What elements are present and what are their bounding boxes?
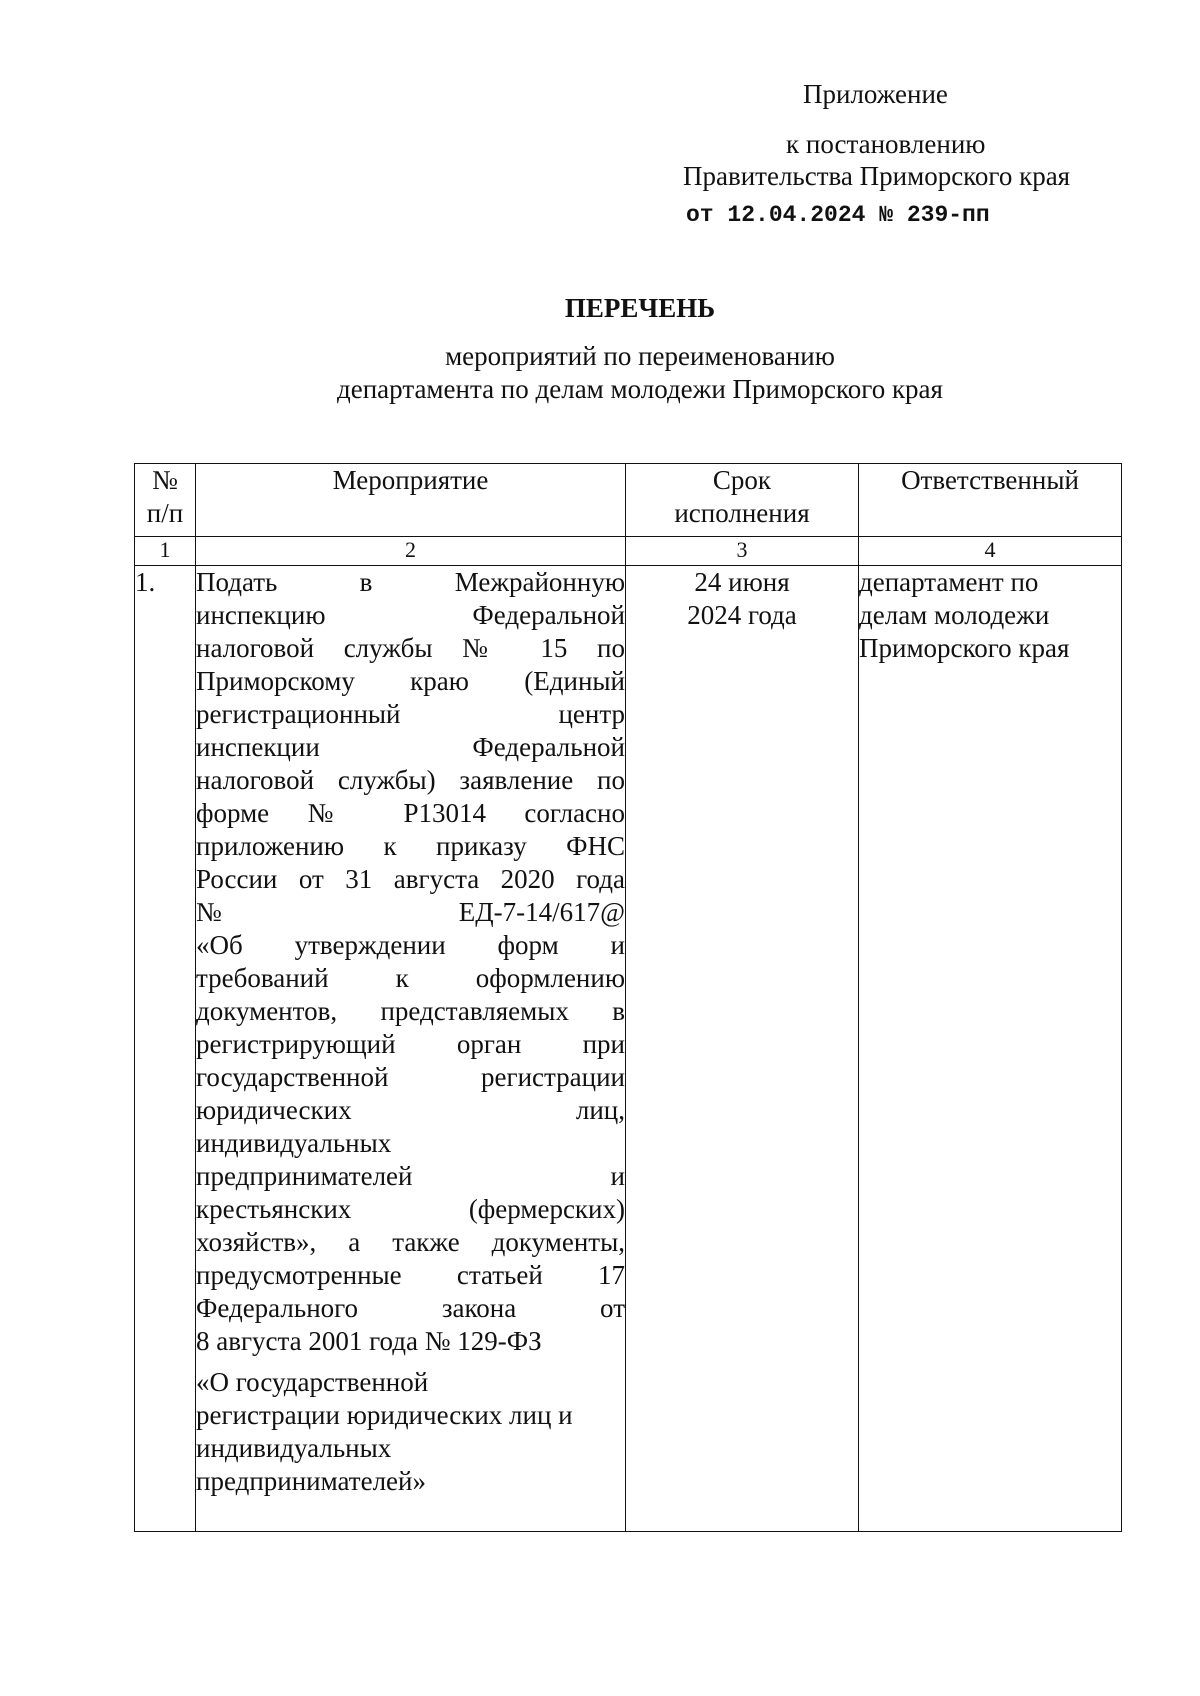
appendix-reference-line: к постановлению (786, 129, 986, 159)
measure-line: предпринимателей» (196, 1466, 426, 1496)
subtitle-line: департамента по делам молодежи Приморского края (337, 374, 943, 404)
measure-line: Федерального закона от (196, 1293, 625, 1323)
column-number: 2 (196, 537, 626, 566)
responsible-line: делам молодежи (859, 600, 1050, 630)
measure-line: инспекцию Федеральной (196, 600, 625, 630)
measure-line: предпринимателей и (196, 1161, 625, 1191)
measure-line: регистрационный центр (196, 699, 625, 729)
measure-line: России от 31 августа 2020 года (196, 864, 625, 894)
subtitle-line: мероприятий по переименованию (445, 341, 835, 371)
measure-line: государственной регистрации (196, 1062, 625, 1092)
paragraph-gap (196, 1358, 625, 1366)
header-number-line: № (152, 465, 178, 495)
measure-line: индивидуальных (196, 1433, 392, 1463)
document-title: ПЕРЕЧЕНЬ (564, 293, 716, 323)
measure-line: крестьянских (фермерских) (196, 1194, 625, 1224)
measure-line: юридических лиц, (196, 1095, 625, 1125)
measure-line: приложению к приказу ФНС (196, 831, 625, 861)
measure-line: налоговой службы) заявление по (196, 765, 625, 795)
measure-line: инспекции Федеральной (196, 732, 625, 762)
header-deadline (626, 464, 859, 537)
table-header-row (135, 464, 1122, 537)
measure-line: 8 августа 2001 года № 129-ФЗ (196, 1326, 542, 1356)
header-number (135, 464, 196, 537)
column-number: 3 (626, 537, 859, 566)
measure-cell (196, 566, 626, 1532)
measure-line: форме № Р13014 согласно (196, 798, 625, 828)
measure-line: документов, представляемых в (196, 996, 625, 1026)
header-measure: Мероприятие (196, 464, 626, 537)
header-deadline-line: Срок (712, 465, 772, 495)
document-subtitle (0, 340, 1200, 406)
deadline-cell (626, 566, 859, 1532)
measure-line: хозяйств», а также документы, (196, 1227, 625, 1257)
header-number-line: п/п (146, 498, 184, 528)
deadline-line: 2024 года (687, 600, 797, 630)
measure-line: индивидуальных (196, 1128, 392, 1158)
row-number: 1. (135, 566, 196, 1532)
responsible-line: департамент по (859, 567, 1039, 597)
header-responsible: Ответственный (859, 464, 1122, 537)
measure-line: предусмотренные статьей 17 (196, 1260, 625, 1290)
column-number: 4 (859, 537, 1122, 566)
measure-line: Приморскому краю (Единый (196, 666, 625, 696)
measure-line: требований к оформлению (196, 963, 625, 993)
deadline-line: 24 июня (694, 567, 790, 597)
measure-line: регистрации юридических лиц и (196, 1400, 573, 1430)
header-deadline-line: исполнения (674, 498, 810, 528)
table-row (135, 566, 1122, 1532)
measure-line: «Об утверждении форм и (196, 930, 625, 960)
column-number: 1 (135, 537, 196, 566)
measure-line: № ЕД-7-14/617@ (196, 897, 625, 927)
responsible-cell (859, 566, 1122, 1532)
measures-table (134, 463, 1122, 1532)
measure-line: регистрирующий орган при (196, 1029, 625, 1059)
measure-line: налоговой службы № 15 по (196, 633, 625, 663)
column-number-row (135, 537, 1122, 566)
measure-line: Подать в Межрайонную (196, 567, 625, 597)
appendix-authority-line: Правительства Приморского края (683, 161, 1071, 191)
decree-reference-stamp: от 12.04.2024 № 239-пп (686, 202, 990, 228)
measure-line: «О государственной (196, 1367, 429, 1397)
appendix-title: Приложение (803, 79, 948, 109)
responsible-line: Приморского края (859, 633, 1070, 663)
